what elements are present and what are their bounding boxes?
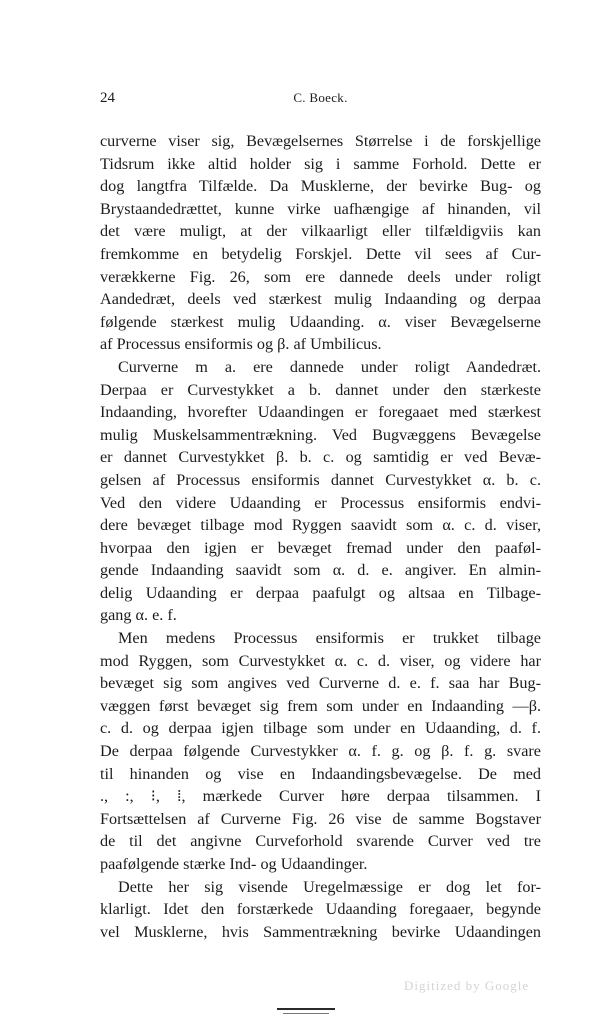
- page-header: [100, 90, 541, 114]
- running-title: C. Boeck.: [293, 90, 348, 105]
- text-line: Men medens Processus ensiformis er trukket tilbage: [118, 629, 541, 648]
- text-line: bevæget sig som angives ved Curverne d. e. f. saa har Bug-: [100, 674, 541, 693]
- text-line: Brystaandedrættet, kunne virke uafhængige af hinanden, vil: [100, 199, 541, 218]
- text-line: curverne viser sig, Bevægelsernes Størrelse i de forskjellige: [100, 132, 541, 150]
- text-line: fremkomme en betydelig Forskjel. Dette vil sees af Cur-: [100, 244, 541, 263]
- text-line: verækkerne Fig. 26, som ere dannede deels under roligt: [100, 267, 541, 286]
- text-line: væggen først bevæget sig frem som under en Indaanding —β.: [100, 696, 541, 715]
- text-line: de til det angivne Curveforhold svarende Curver ved tre: [100, 832, 541, 851]
- text-line: Derpaa er Curvestykket a b. dannet under den stærkeste: [100, 380, 541, 399]
- text-line: dog langtfra Tilfælde. Da Musklerne, der bevirke Bug- og: [100, 177, 541, 196]
- text-line: paafølgende stærke Ind- og Udaandinger.: [100, 855, 368, 873]
- text-line: Aandedræt, deels ved stærkest mulig Indaanding og derpaa: [100, 290, 541, 309]
- text-line: er dannet Curvestykket β. b. c. og samtidig er ved Bevæ-: [100, 448, 541, 467]
- watermark: Digitized by Google: [404, 978, 530, 993]
- footer-rule: [277, 1008, 335, 1010]
- text-line: mod Ryggen, som Curvestykket α. c. d. viser, og videre har: [100, 651, 541, 670]
- text-line: gelsen af Processus ensiformis dannet Curvestykket α. b. c.: [100, 470, 541, 489]
- page-number: 24: [100, 90, 115, 106]
- text-line: gang α. e. f.: [100, 606, 177, 625]
- text-line: Indaanding, hvorefter Udaandingen er foregaaet med stærkest: [100, 403, 541, 422]
- text-line: vel Musklerne, hvis Sammentrækning bevirke Udaandingen: [100, 922, 541, 941]
- text-line: delig Udaanding er derpaa paafulgt og altsaa en Tilbage-: [100, 583, 541, 602]
- text-line: til hinanden og vise en Indaandingsbevægelse. De med: [100, 764, 541, 783]
- text-line: følgende stærkest mulig Udaanding. α. viser Bevægelserne: [100, 312, 541, 331]
- text-line: Curverne m a. ere dannede under roligt Aandedræt.: [118, 357, 541, 376]
- text-line: hvorpaa den igjen er bevæget fremad under den paaføl-: [100, 538, 541, 557]
- text-line: dere bevæget tilbage mod Ryggen saavidt som α. c. d. viser,: [100, 516, 541, 535]
- text-line: c. d. og derpaa igjen tilbage som under en Udaanding, d. f.: [100, 719, 541, 738]
- body-text: [100, 130, 541, 943]
- text-line: ., :, ⁝, ⁞, mærkede Curver høre derpaa tilsammen. I: [100, 787, 541, 806]
- footer-rule-thin: [283, 1013, 329, 1014]
- text-line: det være muligt, at der vilkaarligt eller tilfældigviis kan: [100, 222, 541, 241]
- text-line: gende Indaanding saavidt som α. d. e. angiver. En almin-: [100, 561, 541, 580]
- text-line: af Processus ensiformis og β. af Umbilicus.: [100, 335, 382, 354]
- text-line: Ved den videre Udaanding er Processus ensiformis endvi-: [100, 493, 541, 512]
- text-line: De derpaa følgende Curvestykker α. f. g. og β. f. g. svare: [100, 742, 541, 761]
- text-line: mulig Muskelsammentrækning. Ved Bugvæggens Bevægelse: [100, 425, 541, 444]
- text-line: klarligt. Idet den forstærkede Udaanding foregaaer, begynde: [100, 900, 541, 919]
- text-line: Tidsrum ikke altid holder sig i samme Forhold. Dette er: [100, 154, 541, 173]
- text-line: Fortsættelsen af Curverne Fig. 26 vise de samme Bogstaver: [100, 809, 541, 828]
- text-line: Dette her sig visende Uregelmæssige er dog let for-: [118, 877, 541, 896]
